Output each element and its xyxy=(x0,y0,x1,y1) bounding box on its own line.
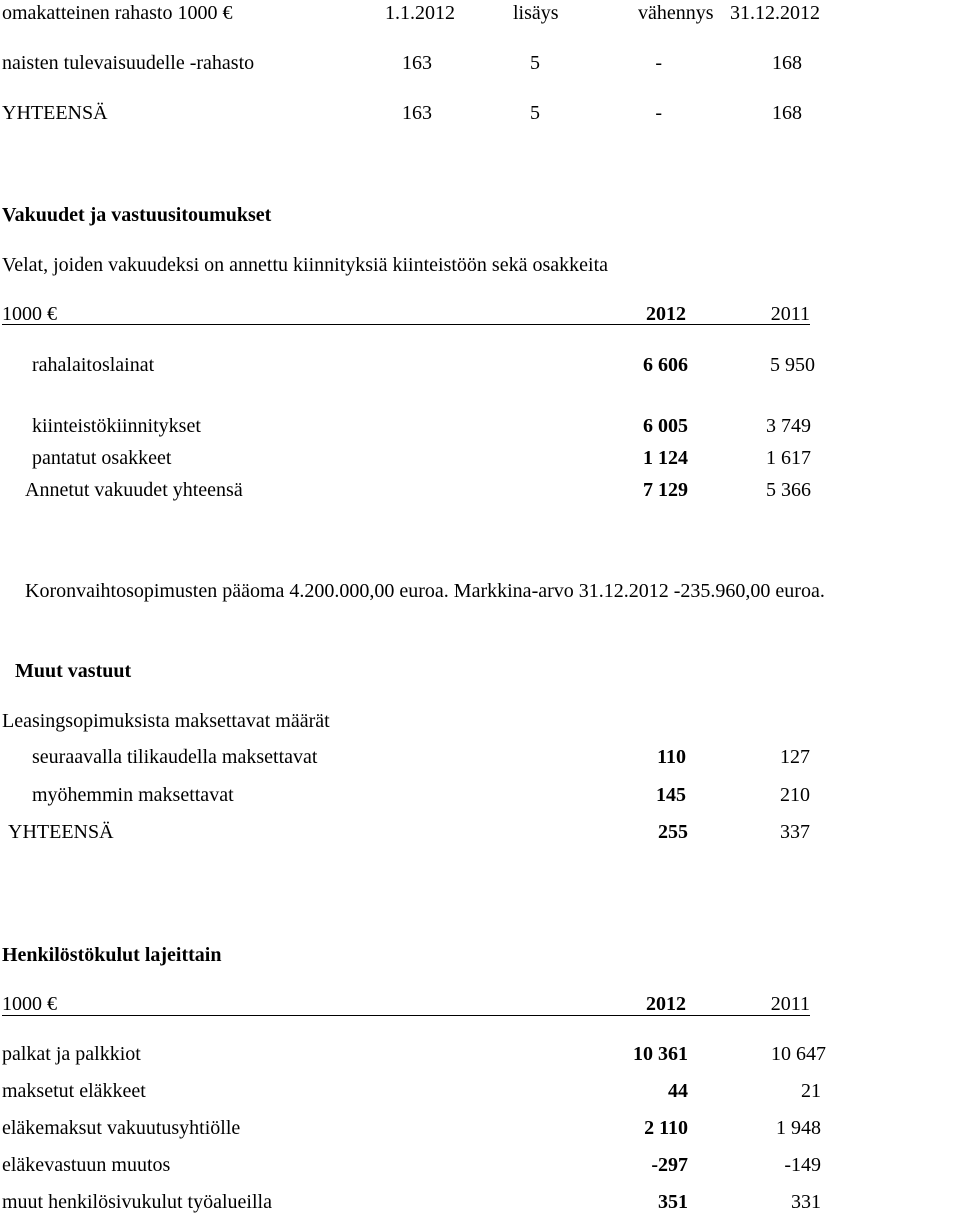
collateral-row-2012: 1 124 xyxy=(643,447,688,469)
collateral-title: Vakuudet ja vastuusitoumukset xyxy=(2,204,272,226)
collateral-row-2011: 1 617 xyxy=(766,447,811,469)
collateral-header-rule xyxy=(2,324,810,325)
other-total-2012: 255 xyxy=(658,821,688,843)
collateral-header-2011: 2011 xyxy=(770,303,810,325)
other-row-2012: 145 xyxy=(656,784,686,806)
collateral-total-2011: 5 366 xyxy=(766,479,811,501)
other-subtitle: Leasingsopimuksista maksettavat määrät xyxy=(2,710,330,732)
collateral-loan-label: rahalaitoslainat xyxy=(32,354,155,376)
collateral-total-2012: 7 129 xyxy=(643,479,688,501)
collateral-row-label: pantatut osakkeet xyxy=(32,447,172,469)
personnel-row-label: palkat ja palkkiot xyxy=(2,1043,141,1065)
collateral-loan-2012: 6 606 xyxy=(643,354,688,376)
personnel-row-2012: 10 361 xyxy=(633,1043,688,1065)
other-row-2012: 110 xyxy=(657,746,686,768)
personnel-row-2011: 10 647 xyxy=(771,1043,826,1065)
fund-row-col1: 163 xyxy=(402,52,432,74)
fund-row-col2: 5 xyxy=(530,52,540,74)
other-total-2011: 337 xyxy=(780,821,810,843)
collateral-subtitle: Velat, joiden vakuudeksi on annettu kiinnityksiä kiinteistöön sekä osakkeita xyxy=(2,254,608,276)
other-total-label: YHTEENSÄ xyxy=(8,821,114,843)
fund-row-label: naisten tulevaisuudelle -rahasto xyxy=(2,52,255,74)
personnel-row-label: eläkevastuun muutos xyxy=(2,1154,171,1176)
personnel-row-2011: 21 xyxy=(801,1080,821,1102)
fund-header-col4: 31.12.2012 xyxy=(730,2,820,24)
fund-row-col4: 168 xyxy=(772,52,802,74)
personnel-header-label: 1000 € xyxy=(2,993,57,1015)
personnel-row-label: maksetut eläkkeet xyxy=(2,1080,146,1102)
fund-row-col3: - xyxy=(655,52,662,74)
collateral-header-label: 1000 € xyxy=(2,303,57,325)
personnel-row-2012: 2 110 xyxy=(644,1117,688,1139)
personnel-row-label: muut henkilösivukulut työalueilla xyxy=(2,1191,272,1213)
fund-header-col1: 1.1.2012 xyxy=(385,2,455,24)
swap-note: Koronvaihtosopimusten pääoma 4.200.000,00 euroa. Markkina-arvo 31.12.2012 -235.960,00 euroa. xyxy=(25,580,825,602)
other-row-2011: 210 xyxy=(780,784,810,806)
personnel-row-2012: -297 xyxy=(651,1154,688,1176)
personnel-row-2012: 44 xyxy=(668,1080,688,1102)
fund-header-col3: vähennys xyxy=(638,2,714,24)
fund-total-col2: 5 xyxy=(530,102,540,124)
fund-total-label: YHTEENSÄ xyxy=(2,102,108,124)
collateral-row-2012: 6 005 xyxy=(643,415,688,437)
collateral-row-label: kiinteistökiinnitykset xyxy=(32,415,201,437)
personnel-title: Henkilöstökulut lajeittain xyxy=(2,944,222,966)
collateral-total-label: Annetut vakuudet yhteensä xyxy=(25,479,243,501)
fund-total-col1: 163 xyxy=(402,102,432,124)
collateral-row-2011: 3 749 xyxy=(766,415,811,437)
other-row-label: seuraavalla tilikaudella maksettavat xyxy=(32,746,318,768)
personnel-row-2011: 331 xyxy=(791,1191,821,1213)
other-row-label: myöhemmin maksettavat xyxy=(32,784,234,806)
other-row-2011: 127 xyxy=(780,746,810,768)
personnel-header-2011: 2011 xyxy=(770,993,810,1015)
personnel-header-rule xyxy=(2,1015,810,1016)
personnel-row-label: eläkemaksut vakuutusyhtiölle xyxy=(2,1117,241,1139)
fund-total-col3: - xyxy=(655,102,662,124)
personnel-row-2011: -149 xyxy=(784,1154,821,1176)
fund-total-col4: 168 xyxy=(772,102,802,124)
personnel-header-2012: 2012 xyxy=(646,993,686,1015)
fund-header-label: omakatteinen rahasto 1000 € xyxy=(2,2,233,24)
other-title: Muut vastuut xyxy=(15,660,132,682)
personnel-row-2011: 1 948 xyxy=(776,1117,821,1139)
collateral-header-2012: 2012 xyxy=(646,303,686,325)
collateral-loan-2011: 5 950 xyxy=(770,354,815,376)
personnel-row-2012: 351 xyxy=(658,1191,688,1213)
fund-header-col2: lisäys xyxy=(513,2,559,24)
